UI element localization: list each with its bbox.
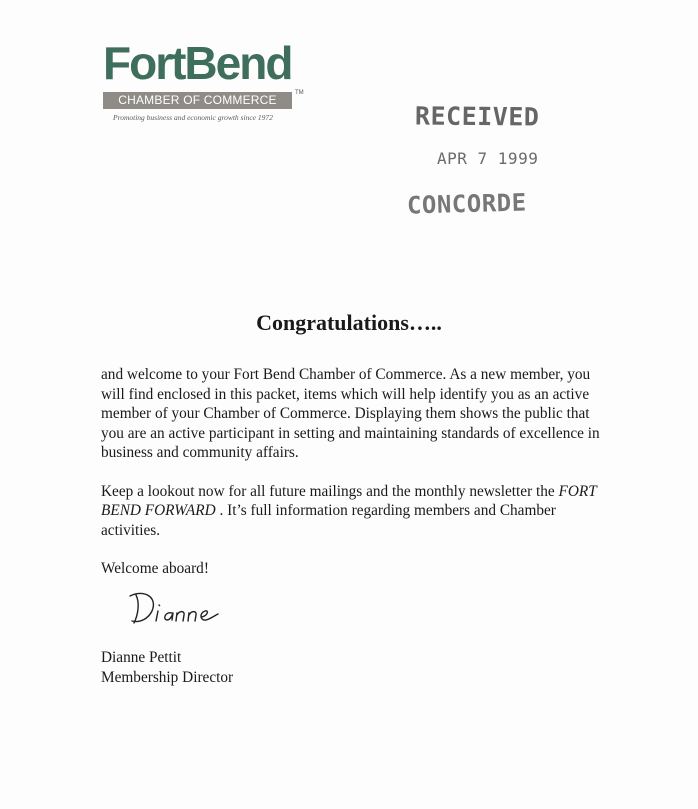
- signer-block: [101, 648, 233, 687]
- signer-name: Dianne Pettit: [101, 649, 182, 666]
- trademark-mark: TM: [295, 90, 304, 96]
- signer-title: Membership Director: [101, 668, 234, 686]
- stamp-received-label: RECEIVED: [414, 101, 540, 132]
- paragraph-newsletter: [101, 482, 601, 541]
- stamp-date: APR 7 1999: [437, 149, 539, 168]
- chamber-logo: [103, 37, 313, 122]
- handwritten-signature: [122, 583, 262, 631]
- paragraph-welcome: and welcome to your Fort Bend Chamber of Commerce. As a new member, you will find enclosed in this packet, items which will help identify you as an active member of your Chamber of Commerce. Displaying them shows the public that you are an active participant in setting and maintaining standards of excellence in business and community affairs.: [101, 366, 600, 461]
- newsletter-name: FORT BEND FORWARD: [101, 482, 597, 519]
- closing-greeting: Welcome aboard!: [101, 560, 209, 577]
- letter-title: Congratulations…..: [256, 310, 442, 335]
- newsletter-tail-text: . It’s full information regarding members and Chamber activities.: [101, 502, 556, 539]
- received-stamp: [400, 100, 570, 230]
- logo-wordmark: FortBend: [103, 37, 292, 89]
- stamp-company: CONCORDE: [406, 188, 527, 220]
- logo-org-bar: CHAMBER OF COMMERCE: [103, 92, 292, 109]
- logo-tagline: Promoting business and economic growth since 1972: [113, 113, 273, 122]
- newsletter-lead-text: Keep a lookout now for all future mailings and the monthly newsletter the: [101, 482, 559, 500]
- letter-body: [101, 365, 601, 579]
